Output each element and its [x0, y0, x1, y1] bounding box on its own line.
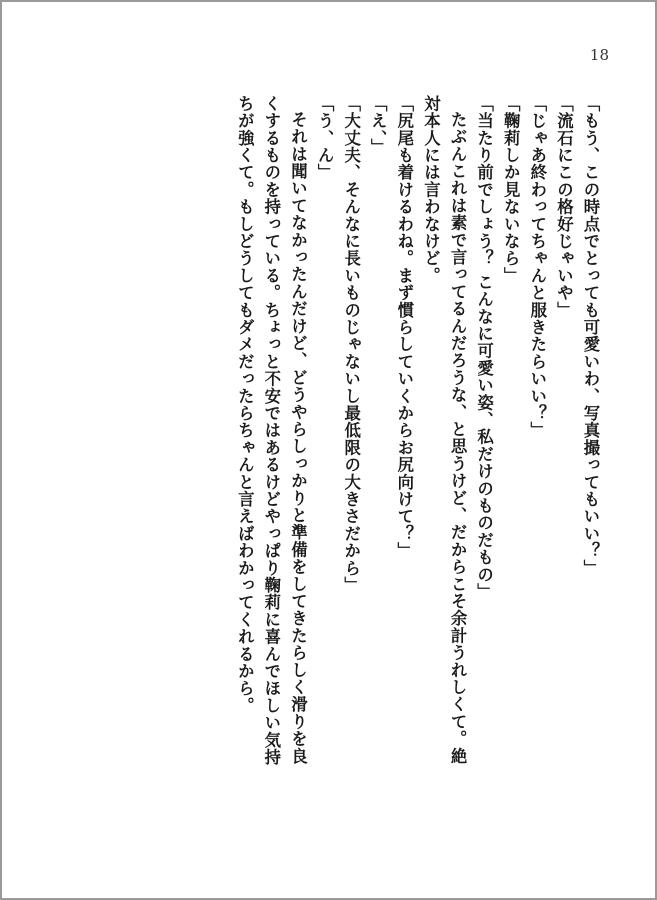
text-line: 「う、ん」 [315, 95, 335, 181]
text-line: 「流石にこの格好じゃいや」 [554, 95, 574, 319]
text-line: 「え、」 [368, 95, 388, 156]
text-line: 「もう、この時点でとっても可愛いわ、写真撮ってもいい？」 [581, 95, 600, 577]
text-line: 「鞠莉しか見ないなら」 [501, 95, 521, 285]
text-line: ちが強くて。もしどうしてもダメだったらちゃんと言えばわかってくれるから。 [235, 95, 255, 715]
text-line: たぶんこれは素で言ってるんだろうな、と思うけど、だからこそ余計うれしくて。絶 [448, 111, 468, 765]
text-line: 「当たり前でしょう？ こんなに可愛い姿、私だけのものだもの」 [474, 95, 494, 601]
text-line: それは聞いてなかったんだけど、どうやらしっかりと準備をしてきたらしく滑りを良 [288, 111, 308, 765]
text-line: くするものを持っている。ちょっと不安ではあるけどやっぱり鞠莉に喜んでほしい気持 [261, 95, 281, 766]
text-line: 「大丈夫、そんなに長いものじゃないし最低限の大きさだから」 [341, 95, 361, 594]
text-line: 「じゃあ終わってちゃんと服きたらいい？」 [527, 95, 547, 439]
page-number: 18 [589, 46, 609, 64]
vertical-text-body [231, 95, 603, 855]
text-line: 対本人には言わなけど。 [421, 95, 441, 285]
text-line: 「尻尾も着けるわね。まず慣らしていくからお尻向けて？」 [394, 95, 414, 560]
